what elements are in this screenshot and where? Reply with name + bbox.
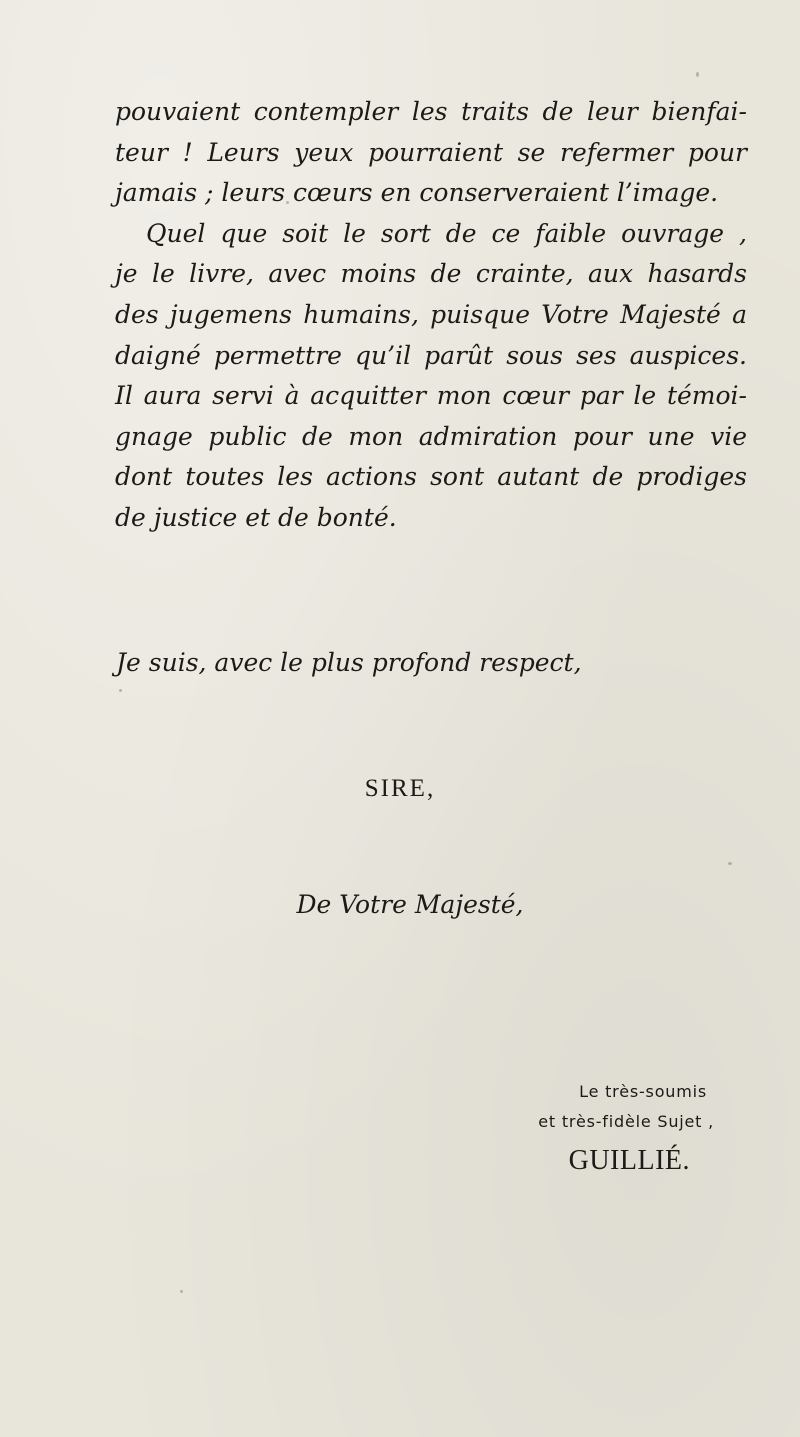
text-line: pouvaient contempler les traits de leur bienfai- (115, 97, 747, 126)
text-line: teur ! Leurs yeux pourraient se refermer pour (115, 137, 747, 167)
majesty-salutation: De Votre Majesté, (296, 890, 524, 919)
signature-line-1: Le très-soumis (579, 1082, 707, 1101)
paper-speck (180, 1290, 183, 1293)
author-signature: GUILLIÉ. (568, 1145, 690, 1176)
paper-speck (728, 862, 732, 865)
text-line: jamais ; leurs cœurs en conserveraient l’image. (115, 178, 719, 208)
closing-formula: Je suis, avec le plus profond respect, (116, 648, 582, 677)
text-line: Quel que soit le sort de ce faible ouvrage , (146, 218, 747, 248)
text-line: de justice et de bonté. (115, 502, 397, 532)
body-paragraphs (115, 92, 747, 539)
paper-speck (119, 689, 122, 692)
signature-line-2: et très-fidèle Sujet , (538, 1112, 714, 1131)
text-line: daigné permettre qu’il parût sous ses auspices. (115, 340, 747, 370)
text-line: dont toutes les actions sont autant de prodiges (115, 462, 747, 492)
text-line: gnage public de mon admiration pour une vie (115, 421, 747, 451)
text-line: des jugemens humains, puisque Votre Majesté a (115, 299, 747, 329)
address-title: SIRE, (364, 775, 436, 802)
text-line: je le livre, avec moins de crainte, aux hasards (115, 259, 747, 289)
paper-speck (696, 72, 699, 77)
text-line: Il aura servi à acquitter mon cœur par le témoi- (115, 381, 747, 411)
